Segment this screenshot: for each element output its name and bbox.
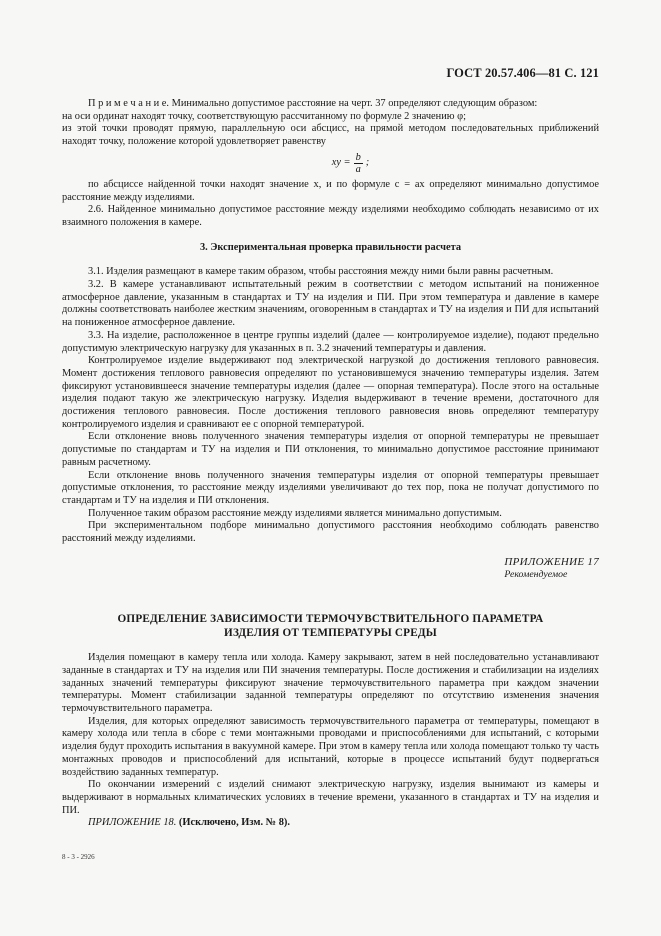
document-body — [62, 98, 599, 830]
appendix-main-title-line-2: ИЗДЕЛИЯ ОТ ТЕМПЕРАТУРЫ СРЕДЫ — [224, 626, 437, 639]
note-line-1: П р и м е ч а н и е. Минимально допустимое расстояние на черт. 37 определяют следующим образом: — [88, 98, 538, 109]
formula-fraction — [354, 152, 363, 175]
appendix-17-subtitle: Рекомендуемое — [504, 568, 568, 580]
paragraph-3-2: 3.2. В камере устанавливают испытательный режим в соответствии с методом испытаний на пониженное атмосферное давление, указанным в стандартах и ТУ на изделия и ПИ. При этом температура и давление в камере должны соответствовать наиболее жестким значениям, оговоренным в стандартах и ТУ на изделия и ПИ для испытаний на пониженное атмосферное давление. — [62, 279, 599, 329]
paragraph-3-3-e: Полученное таким образом расстояние между изделиями является минимально допустимым. — [88, 507, 502, 519]
appendix-17-title: ПРИЛОЖЕНИЕ 17 — [504, 555, 599, 568]
formula — [62, 152, 599, 175]
paragraph-3-3-b: Контролируемое изделие выдерживают под электрической нагрузкой до достижения теплового равновесия. Момент достижения теплового равновесия определяют по установившемуся значению температуры изделия. Затем фиксируют установившееся значение температуры изделия (далее — опорная температура). После этого на остальные изделия подают такую же электрическую нагрузку. Изделия выдерживают в течение времени, достаточного для достижения теплового равновесия. После достижения теплового равновесия вновь определяют температуру контролируемого изделия и сравнивают ее с опорной температурой. — [62, 355, 599, 430]
page-header: ГОСТ 20.57.406—81 С. 121 — [446, 66, 599, 80]
paragraph-3-3-c: Если отклонение вновь полученного значения температуры изделия от опорной температуры не превышает допустимые по стандартам и ТУ на изделия и ПИ отклонения, то минимально допустимое расстояние принимают равным расчетному. — [62, 431, 599, 468]
appendix-paragraph-2: Изделия, для которых определяют зависимость термочувствительного параметра от температуры, помещают в камеру холода или тепла в сборе с теми монтажными проводами и приспособлениями для испытаний, с которыми изделия будут проходить испытания в вакуумной камере. При этом в камеру тепла или холода помещают только ту часть монтажных проводов и приспособлений для испытаний, которые в процессе испытаний будут подвергаться воздействию заданных температур. — [62, 715, 599, 778]
formula-numerator: b — [355, 151, 361, 163]
appendix-paragraph-1: Изделия помещают в камеру тепла или холода. Камеру закрывают, затем в ней последовательно устанавливают заданные в стандартах и ТУ на изделия или ПИ значения температуры. После достижения и стабилизации на изделиях заданных значений температуры фиксируют значение термочувствительного параметра при каждом значении температуры. Момент стабилизации заданной температуры определяют по отсутствию изменения значения термочувствительного параметра. — [62, 652, 599, 715]
paragraph-3-3: 3.3. На изделие, расположенное в центре группы изделий (далее — контролируемое изделие), подают предельно допустимую электрическую нагрузку для указанных в п. 3.2 значений температуры и давления. — [62, 329, 599, 354]
appendix-main-title — [62, 613, 599, 640]
note-line-2: на оси ординат находят точку, соответствующую рассчитанному по формуле 2 значению φ; — [62, 110, 467, 122]
section-3-title: 3. Экспериментальная проверка правильности расчета — [199, 241, 462, 253]
appendix-18-label: ПРИЛОЖЕНИЕ 18. — [88, 817, 177, 829]
appendix-18-excluded — [62, 817, 599, 830]
print-code: 8 - 3 - 2926 — [62, 853, 95, 861]
formula-denominator: a — [355, 163, 361, 175]
appendix-paragraph-3: По окончании измерений с изделий снимают электрическую нагрузку, изделия вынимают из камеры и выдерживают в нормальных климатических условиях в течение времени, указанного в стандартах и ТУ на изделия и ПИ. — [62, 779, 599, 816]
note-line-3: из этой точки проводят прямую, параллельную оси абсцисс, на прямой методом последовательных приближений находят точку, положение которой удовлетворяет равенству — [62, 123, 599, 148]
note-after-formula: по абсциссе найденной точки находят значение x, и по формуле c = ax определяют минимально допустимое расстояние между изделиями. — [62, 178, 599, 203]
paragraph-3-3-f: При экспериментальном подборе минимально допустимого расстояния необходимо соблюдать равенство расстояний между изделиями. — [62, 520, 599, 545]
formula-tail: ; — [365, 156, 370, 168]
formula-lhs: xy = — [331, 156, 351, 168]
paragraph-3-1: 3.1. Изделия размещают в камере таким образом, чтобы расстояния между ними были равны расчетным. — [88, 266, 554, 278]
appendix-17-heading — [62, 556, 599, 581]
appendix-main-title-line-1: ОПРЕДЕЛЕНИЕ ЗАВИСИМОСТИ ТЕРМОЧУВСТВИТЕЛЬНОГО ПАРАМЕТРА — [117, 613, 544, 626]
appendix-18-status: (Исключено, Изм. № 8). — [178, 817, 290, 829]
paragraph-3-3-d: Если отклонение вновь полученного значения температуры изделия от опорной температуры превышает допустимые отклонения, то расстояние между изделиями увеличивают до тех пор, пока не получат допустимого по стандартам и ТУ на изделия и ПИ отклонения. — [62, 469, 599, 506]
paragraph-2-6: 2.6. Найденное минимально допустимое расстояние между изделиями необходимо соблюдать независимо от их взаимного положения в камере. — [62, 204, 599, 228]
